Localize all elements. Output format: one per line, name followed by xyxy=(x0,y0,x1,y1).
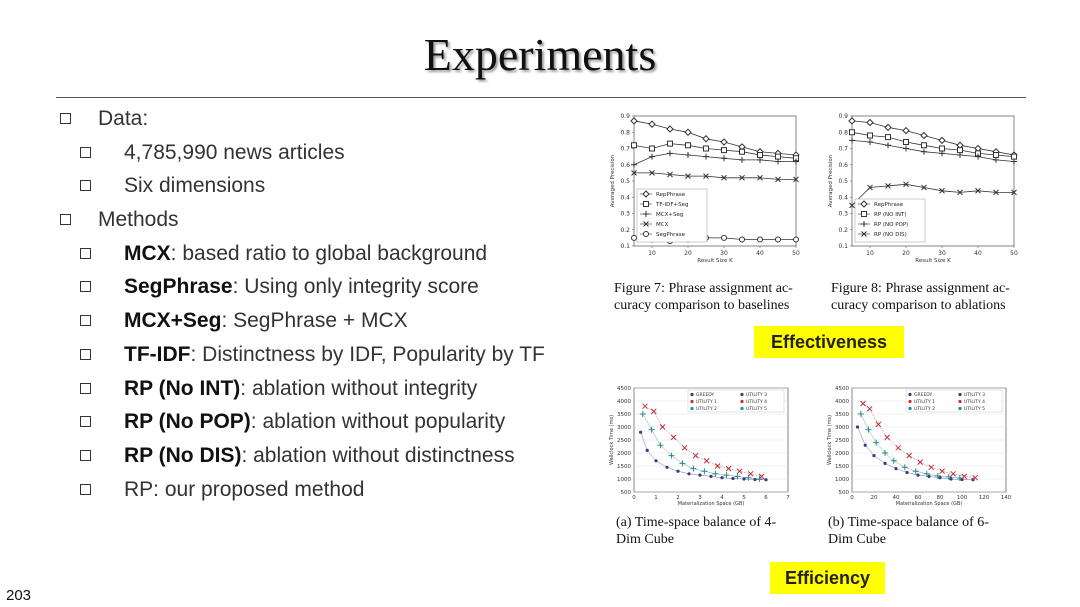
x-tick-label: 5 xyxy=(742,495,746,501)
data-point xyxy=(850,130,855,135)
caption-line: Figure 8: Phrase assignment ac- xyxy=(831,281,1010,296)
bullet-item xyxy=(58,477,545,511)
legend-label: GREEDY xyxy=(696,393,715,398)
bullet-text: : Using only integrity score xyxy=(232,275,479,299)
data-point xyxy=(720,476,723,479)
data-point xyxy=(958,148,963,153)
legend-label: UTILITY 1 xyxy=(696,400,717,405)
data-point xyxy=(650,146,655,151)
x-tick-label: 40 xyxy=(756,250,764,257)
bullet-bold-term: MCX xyxy=(124,241,171,265)
legend-marker xyxy=(862,212,867,217)
data-point xyxy=(722,148,727,153)
figure-b-caption xyxy=(828,514,1028,548)
data-point xyxy=(764,478,767,481)
data-point xyxy=(665,466,668,469)
bullet-text: : ablation without integrity xyxy=(240,376,478,400)
data-point xyxy=(740,237,745,242)
y-tick-label: 0.2 xyxy=(620,226,630,234)
legend-label: UTILITY 5 xyxy=(746,407,767,412)
bullet-text: Six dimensions xyxy=(124,174,266,198)
legend-marker xyxy=(908,393,911,396)
caption-line: curacy comparison to baselines xyxy=(614,298,790,313)
y-tick-label: 2500 xyxy=(617,438,631,444)
caption-line: (b) Time-space balance of 6- xyxy=(828,515,989,530)
slide-title: Experiments xyxy=(423,29,657,80)
bullet-bold-term: SegPhrase xyxy=(124,275,233,299)
data-point xyxy=(864,444,867,447)
data-point xyxy=(894,467,897,470)
data-point xyxy=(654,459,657,462)
data-point xyxy=(709,475,712,478)
y-axis-label: Averaged Precision xyxy=(610,154,616,208)
legend-label: MCX+Seg xyxy=(656,212,684,218)
y-tick-label: 0.5 xyxy=(838,178,848,185)
x-tick-label: 100 xyxy=(956,495,968,501)
data-point xyxy=(776,237,781,242)
data-point xyxy=(886,135,891,140)
data-point xyxy=(676,470,679,473)
y-tick-label: 0.9 xyxy=(838,113,848,120)
data-point xyxy=(949,477,952,480)
legend-label: SegPhrase xyxy=(656,232,686,238)
y-tick-label: 2500 xyxy=(835,438,849,444)
x-tick-label: 50 xyxy=(1010,250,1018,257)
y-axis-label: Wallclock Time (ms) xyxy=(827,414,833,466)
data-point xyxy=(742,477,745,480)
data-point xyxy=(758,153,763,158)
bullet-item xyxy=(58,376,545,410)
bullet-item xyxy=(58,241,545,275)
x-tick-label: 4 xyxy=(720,495,724,501)
bullet-list xyxy=(58,106,545,510)
chart-figa-time-space-4dim xyxy=(606,382,796,512)
x-tick-label: 10 xyxy=(648,250,656,257)
data-point xyxy=(722,235,727,240)
y-tick-label: 0.4 xyxy=(838,194,848,202)
chart-fig7-precision-baselines xyxy=(606,110,806,270)
x-axis-label: Materialization Space (GB) xyxy=(677,501,745,507)
y-tick-label: 2000 xyxy=(835,451,849,457)
legend-marker xyxy=(740,393,743,396)
bullet-item xyxy=(58,173,545,207)
data-point xyxy=(1012,154,1017,159)
bullet-text: 4,785,990 news articles xyxy=(124,140,345,164)
x-tick-label: 3 xyxy=(698,495,702,501)
y-tick-label: 3000 xyxy=(835,425,849,431)
y-tick-label: 2000 xyxy=(617,451,631,457)
legend-marker xyxy=(908,400,911,403)
data-point xyxy=(868,133,873,138)
bullet-text: : based ratio to global background xyxy=(170,241,488,265)
figure-7-caption xyxy=(614,280,814,314)
data-point xyxy=(922,143,927,148)
y-tick-label: 0.7 xyxy=(620,145,630,153)
chart-fig8-precision-ablations xyxy=(824,110,1024,270)
x-tick-label: 40 xyxy=(974,250,982,257)
legend-marker xyxy=(644,232,649,237)
bullet-square-icon xyxy=(80,315,91,326)
legend-label: MCX xyxy=(656,222,669,228)
bullet-square-icon xyxy=(80,248,91,259)
data-point xyxy=(994,153,999,158)
efficiency-highlight: Efficiency xyxy=(770,562,885,594)
x-tick-label: 60 xyxy=(914,495,922,501)
bullet-text: RP: our proposed method xyxy=(124,477,365,501)
legend-label: UTILITY 5 xyxy=(964,407,985,412)
legend-marker xyxy=(958,400,961,403)
legend-marker xyxy=(690,400,693,403)
legend-marker xyxy=(740,407,743,410)
bullet-square-icon xyxy=(60,214,71,225)
effectiveness-highlight: Effectiveness xyxy=(754,326,904,358)
data-point xyxy=(883,462,886,465)
y-tick-label: 0.8 xyxy=(838,129,848,137)
y-tick-label: 4000 xyxy=(617,399,631,405)
legend-label: RP (NO DIS) xyxy=(874,232,907,238)
data-point xyxy=(905,471,908,474)
legend-label: RepPhrase xyxy=(656,192,686,198)
y-tick-label: 0.1 xyxy=(838,243,848,250)
bullet-square-icon xyxy=(80,416,91,427)
data-point xyxy=(698,474,701,477)
data-point xyxy=(904,140,909,145)
y-tick-label: 0.9 xyxy=(620,113,630,120)
x-tick-label: 2 xyxy=(676,495,680,501)
y-tick-label: 3500 xyxy=(835,412,849,418)
y-axis-label: Wallclock Time (ms) xyxy=(609,414,615,466)
x-axis-label: Result Size K xyxy=(697,258,733,264)
bullet-bold-term: RP (No INT) xyxy=(124,376,241,400)
bullet-square-icon xyxy=(80,281,91,292)
figure-8-caption xyxy=(831,280,1031,314)
bullet-item xyxy=(58,207,545,241)
y-tick-label: 0.3 xyxy=(620,210,630,218)
bullet-item xyxy=(58,342,545,376)
bullet-bold-term: RP (No POP) xyxy=(124,410,251,434)
data-point xyxy=(687,472,690,475)
bullet-square-icon xyxy=(80,383,91,394)
legend-label: RP (NO INT) xyxy=(874,212,907,218)
legend-label: UTILITY 4 xyxy=(964,400,985,405)
x-tick-label: 140 xyxy=(1000,495,1012,501)
data-point xyxy=(940,146,945,151)
bullet-text: : SegPhrase + MCX xyxy=(221,309,408,333)
y-tick-label: 0.1 xyxy=(620,243,630,250)
y-tick-label: 0.6 xyxy=(838,161,848,169)
y-tick-label: 0.7 xyxy=(838,145,848,153)
x-tick-label: 7 xyxy=(786,495,790,501)
data-point xyxy=(938,476,941,479)
x-tick-label: 20 xyxy=(902,250,910,257)
chart-figb-time-space-6dim xyxy=(824,382,1014,512)
legend-label: UTILITY 2 xyxy=(914,407,935,412)
bullet-bold-term: TF-IDF xyxy=(124,342,191,366)
legend-marker xyxy=(690,407,693,410)
bullet-item xyxy=(58,274,545,308)
data-point xyxy=(632,235,637,240)
data-point xyxy=(632,143,637,148)
legend-label: UTILITY 3 xyxy=(964,393,985,398)
bullet-text: Data: xyxy=(98,107,149,130)
data-point xyxy=(872,454,875,457)
data-point xyxy=(731,477,734,480)
caption-line: Figure 7: Phrase assignment ac- xyxy=(614,281,793,296)
x-tick-label: 80 xyxy=(936,495,944,501)
x-tick-label: 1 xyxy=(654,495,658,501)
x-axis-label: Materialization Space (GB) xyxy=(895,501,963,507)
data-point xyxy=(927,475,930,478)
x-tick-label: 50 xyxy=(792,250,800,257)
y-tick-label: 1500 xyxy=(617,464,631,470)
bullet-item xyxy=(58,443,545,477)
y-tick-label: 0.5 xyxy=(620,178,630,185)
y-tick-label: 0.8 xyxy=(620,129,630,137)
legend-label: TF-IDF+Seg xyxy=(656,202,689,208)
x-tick-label: 40 xyxy=(892,495,900,501)
x-tick-label: 6 xyxy=(764,495,768,501)
bullet-text: Methods xyxy=(98,208,179,232)
y-tick-label: 500 xyxy=(620,490,631,496)
legend-label: RP (NO POP) xyxy=(874,222,909,228)
y-tick-label: 3500 xyxy=(617,412,631,418)
bullet-text: : ablation without popularity xyxy=(250,410,506,434)
legend-marker xyxy=(958,407,961,410)
legend-label: RepPhrase xyxy=(874,202,904,208)
bullet-item xyxy=(58,308,545,342)
data-point xyxy=(639,431,642,434)
legend-marker xyxy=(958,393,961,396)
title-divider xyxy=(56,97,1026,98)
data-point xyxy=(794,237,799,242)
legend-label: UTILITY 1 xyxy=(914,400,935,405)
y-tick-label: 0.3 xyxy=(838,210,848,218)
legend-label: UTILITY 2 xyxy=(696,407,717,412)
bullet-item xyxy=(58,409,545,443)
page-number: 203 xyxy=(6,587,32,604)
x-tick-label: 30 xyxy=(720,250,728,257)
bullet-square-icon xyxy=(80,484,91,495)
bullet-square-icon xyxy=(80,450,91,461)
data-point xyxy=(758,237,763,242)
bullet-item xyxy=(58,140,545,174)
caption-line: Dim Cube xyxy=(616,532,674,547)
legend-marker xyxy=(644,202,649,207)
bullet-square-icon xyxy=(80,349,91,360)
y-tick-label: 1000 xyxy=(835,477,849,483)
legend-marker xyxy=(740,400,743,403)
figure-a-caption xyxy=(616,514,816,548)
x-tick-label: 20 xyxy=(684,250,692,257)
caption-line: Dim Cube xyxy=(828,532,886,547)
legend-label: UTILITY 3 xyxy=(746,393,767,398)
x-tick-label: 0 xyxy=(850,495,854,501)
y-tick-label: 500 xyxy=(838,490,849,496)
x-tick-label: 30 xyxy=(938,250,946,257)
x-tick-label: 120 xyxy=(978,495,990,501)
bullet-item xyxy=(58,106,545,140)
data-point xyxy=(916,474,919,477)
data-point xyxy=(686,143,691,148)
bullet-square-icon xyxy=(80,147,91,158)
y-axis-label: Averaged Precision xyxy=(828,154,834,208)
y-tick-label: 3000 xyxy=(617,425,631,431)
legend-marker xyxy=(690,393,693,396)
y-tick-label: 0.6 xyxy=(620,161,630,169)
data-point xyxy=(856,425,859,428)
y-tick-label: 4000 xyxy=(835,399,849,405)
bullet-bold-term: RP (No DIS) xyxy=(124,443,242,467)
y-tick-label: 1500 xyxy=(835,464,849,470)
data-point xyxy=(740,149,745,154)
legend-marker xyxy=(908,407,911,410)
bullet-bold-term: MCX+Seg xyxy=(124,309,222,333)
y-tick-label: 1000 xyxy=(617,477,631,483)
data-point xyxy=(704,146,709,151)
x-tick-label: 0 xyxy=(632,495,636,501)
data-point xyxy=(668,141,673,146)
y-tick-label: 0.2 xyxy=(838,226,848,234)
bullet-square-icon xyxy=(80,180,91,191)
caption-line: (a) Time-space balance of 4- xyxy=(616,515,777,530)
bullet-square-icon xyxy=(60,113,71,124)
x-tick-label: 10 xyxy=(866,250,874,257)
y-tick-label: 4500 xyxy=(617,386,631,392)
legend-label: GREEDY xyxy=(914,393,933,398)
caption-line: curacy comparison to ablations xyxy=(831,298,1006,313)
bullet-text: : Distinctness by IDF, Popularity by TF xyxy=(190,342,545,366)
y-tick-label: 4500 xyxy=(835,386,849,392)
legend-label: UTILITY 4 xyxy=(746,400,767,405)
x-tick-label: 20 xyxy=(870,495,878,501)
y-tick-label: 0.4 xyxy=(620,194,630,202)
data-point xyxy=(776,154,781,159)
bullet-text: : ablation without distinctness xyxy=(241,443,515,467)
data-point xyxy=(646,449,649,452)
x-axis-label: Result Size K xyxy=(915,258,951,264)
